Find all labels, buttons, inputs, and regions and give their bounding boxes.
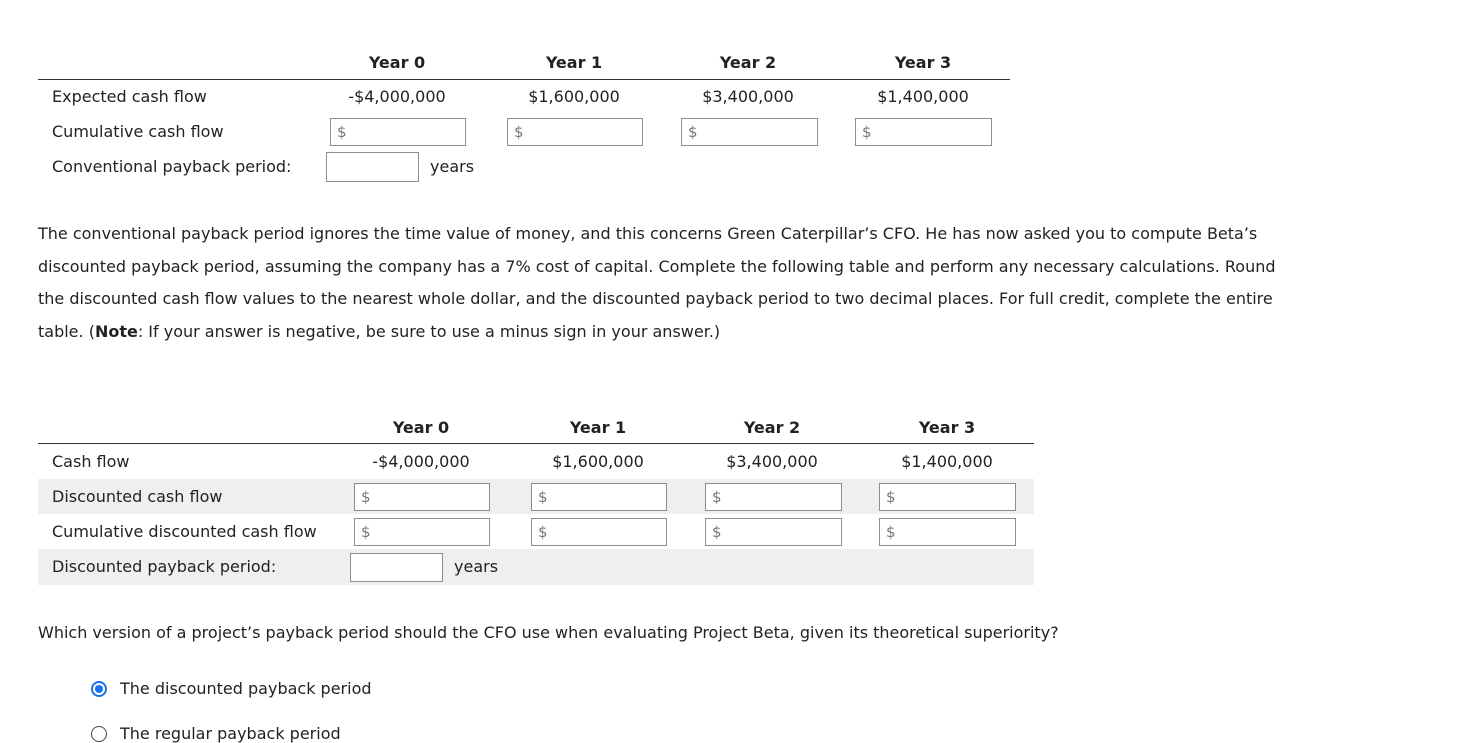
dollar-prefix: $	[862, 123, 872, 141]
cumulative-cash-flow-year2-input[interactable]	[681, 118, 818, 146]
discounted-cash-flow-year1-input[interactable]	[531, 483, 667, 511]
table1-header-divider	[38, 79, 1010, 80]
dollar-prefix: $	[514, 123, 524, 141]
radio-unselected-icon[interactable]	[91, 726, 107, 742]
discounted-payback-unit: years	[454, 557, 499, 576]
dollar-prefix: $	[538, 488, 548, 506]
cumulative-discounted-cash-flow-label: Cumulative discounted cash flow	[52, 522, 317, 541]
discounted-payback-input[interactable]	[350, 553, 443, 582]
note-text: : If your answer is negative, be sure to use a minus sign in your answer.)	[137, 321, 721, 341]
discounted-cash-flow-year3-input[interactable]	[879, 483, 1016, 511]
cumulative-discounted-year2-input[interactable]	[705, 518, 842, 546]
cumulative-cash-flow-year0-input[interactable]	[330, 118, 466, 146]
discounted-payback-label: Discounted payback period:	[52, 557, 277, 576]
radio-selected-icon[interactable]	[91, 681, 107, 697]
dollar-prefix: $	[337, 123, 347, 141]
expected-cash-flow-label: Expected cash flow	[52, 87, 207, 106]
expected-cash-flow-year3: $1,400,000	[877, 87, 969, 106]
conventional-payback-label: Conventional payback period:	[52, 157, 292, 176]
conventional-payback-unit: years	[430, 157, 475, 176]
dollar-prefix: $	[361, 523, 371, 541]
table1-header-year3: Year 3	[894, 53, 952, 72]
radio-dot	[95, 685, 103, 693]
table1-header-year0: Year 0	[368, 53, 426, 72]
instructions-paragraph	[38, 218, 1288, 348]
expected-cash-flow-year2: $3,400,000	[702, 87, 794, 106]
option-discounted-label: The discounted payback period	[120, 679, 372, 698]
dollar-prefix: $	[688, 123, 698, 141]
dollar-prefix: $	[886, 523, 896, 541]
cash-flow-year0: -$4,000,000	[372, 452, 470, 471]
table2-header-year2: Year 2	[743, 418, 801, 437]
dollar-prefix: $	[712, 488, 722, 506]
table2-header-divider	[38, 443, 1034, 444]
discounted-cash-flow-year2-input[interactable]	[705, 483, 842, 511]
dollar-prefix: $	[886, 488, 896, 506]
cumulative-discounted-year1-input[interactable]	[531, 518, 667, 546]
cash-flow-year3: $1,400,000	[901, 452, 993, 471]
cumulative-cash-flow-year3-input[interactable]	[855, 118, 992, 146]
cash-flow-label: Cash flow	[52, 452, 130, 471]
note-label: Note	[94, 321, 138, 341]
cumulative-cash-flow-year1-input[interactable]	[507, 118, 643, 146]
cash-flow-year2: $3,400,000	[726, 452, 818, 471]
discounted-cash-flow-label: Discounted cash flow	[52, 487, 223, 506]
dollar-prefix: $	[538, 523, 548, 541]
cash-flow-year1: $1,600,000	[552, 452, 644, 471]
table2-header-year3: Year 3	[918, 418, 976, 437]
dollar-prefix: $	[712, 523, 722, 541]
option-regular-label: The regular payback period	[120, 724, 341, 743]
cumulative-discounted-year0-input[interactable]	[354, 518, 490, 546]
table2-header-year0: Year 0	[392, 418, 450, 437]
expected-cash-flow-year1: $1,600,000	[528, 87, 620, 106]
discounted-cash-flow-year0-input[interactable]	[354, 483, 490, 511]
expected-cash-flow-year0: -$4,000,000	[348, 87, 446, 106]
table1-header-year2: Year 2	[719, 53, 777, 72]
table2-header-year1: Year 1	[569, 418, 627, 437]
payback-version-question: Which version of a project’s payback period should the CFO use when evaluating Project Beta, given its theoretical superiority?	[38, 623, 1059, 642]
option-discounted-payback[interactable]	[91, 679, 372, 698]
option-regular-payback[interactable]	[91, 724, 341, 743]
dollar-prefix: $	[361, 488, 371, 506]
cumulative-discounted-year3-input[interactable]	[879, 518, 1016, 546]
instructions-text: The conventional payback period ignores the time value of money, and this concerns Green Caterpillar’s CFO. He has now asked you to compute Beta’s discounted payback period, assuming the company has a 7% cost of capital. Complete the following table and perform any necessary calculations. Round the discounted cash flow values to the nearest whole dollar, and the discounted payback period to two decimal places. For full credit, complete the entire table. (	[38, 224, 1276, 341]
table1-header-year1: Year 1	[545, 53, 603, 72]
conventional-payback-input[interactable]	[326, 152, 419, 182]
cumulative-cash-flow-label: Cumulative cash flow	[52, 122, 224, 141]
